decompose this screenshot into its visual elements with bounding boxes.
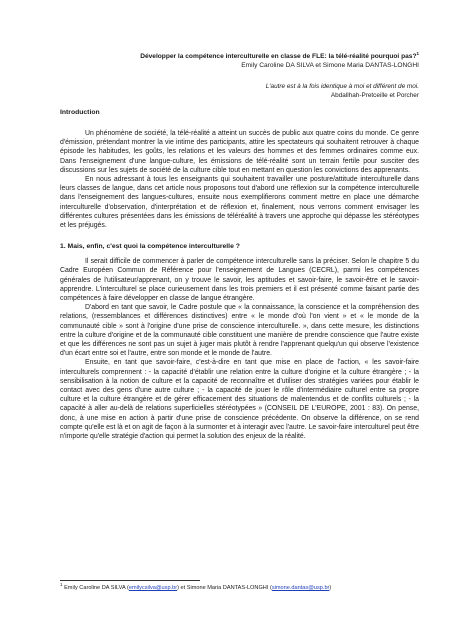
footnote-text-c: ) — [329, 585, 332, 591]
title-block — [60, 52, 419, 70]
section-heading-introduction: Introduction — [60, 109, 100, 116]
paragraph-2: En nous adressant à tous les enseignants qui souhaitent travailler une posture/attitude interculturelle dans leurs classes de langue, dans cet article nous proposons tout d'abord une réflexion sur la compétence interculturelle dans l'enseignement des langues-cultures, ensuite nous exemplifierons comment mettre en place une démarche interculturelle d'observation, d'interprétation et de réflexion et, finalement, nous verrons comment envisager les différentes cultures présentées dans les émissions de téléréalité à travers une approche qui dépasse les stéréotypes et les préjugés. — [60, 176, 419, 230]
epigraph-quote: L'autre est à la fois identique à moi et différent de moi. — [265, 83, 419, 90]
footnote-mark: 1 — [60, 582, 63, 588]
section-heading-1: 1. Mais, enfin, c'est quoi la compétence interculturelle ? — [60, 243, 240, 251]
title-footnote-mark: 1 — [416, 50, 419, 56]
footnote-email-link-a[interactable]: emilycsilva@usp.br — [128, 585, 178, 591]
article-authors: Emily Caroline DA SILVA et Simone Maria DANTAS-LONGHI — [241, 62, 419, 69]
epigraph-attribution: Abdallhah-Pretceille et Porcher — [330, 92, 419, 99]
paragraph-1: Un phénomène de société, la télé-réalité a atteint un succès de public aux quatre coins du monde. Ce genre d'émission, prétendant montrer la vie intime des participants, attire les spectateurs qui souhaitent retrouver à chaque épisode les habitudes, les goûts, les relations et les valeurs des hommes et des femmes ordinaires comme eux. Dans l'enseignement d'une langue-culture, les émissions de télé-réalité sont un terrain fertile pour susciter des discussions sur les sujets de société de la culture cible tout en mettant en question les convictions des apprenants. — [60, 130, 419, 174]
footnote-divider — [60, 580, 200, 581]
paragraph-5: Ensuite, en tant que savoir-faire, c'est-à-dire en tant que mise en place de l'action, « les savoir-faire interculturels comprennent : - la capacité d'établir une relation entre la culture d'origine et la culture étrangère ; - la sensibilisation à la notion de culture et la capacité de reconnaître et d'utiliser des stratégies variées pour établir le contact avec des gens d'une autre culture ; - la capacité de jouer le rôle d'intermédiaire culturel entre sa propre culture et la culture étrangère et de gérer efficacement des situations de malentendus et de conflits culturels ; - la capacité à aller au-delà de relations superficielles stéréotypées » (CONSEIL DE L'EUROPE, 2001 : 83). On pense, donc, à une mise en action à partir d'une prise de conscience précédente. On observe la différence, on se rend compte qu'elle est là et on agit de façon à la surmonter et à interagir avec l'autre. Le savoir-faire interculturel peut être n'importe qu'elle stratégie d'action qui permet la solution des enjeux de la réalité. — [60, 359, 419, 441]
paragraph-4: D'abord en tant que savoir, le Cadre postule que « la connaissance, la conscience et la compréhension des relations, (ressemblances et différences distinctives) entre « le monde d'où l'on vient » et « le monde de la communauté cible » sont à l'origine d'une prise de conscience interculturelle. », dans cette mesure, les distinctions entre la culture d'origine et de la communauté cible constituent une manière de prendre conscience que l'autre existe et que les différences ne sont pas un sujet à juger mais plutôt à rendre l'apprenant quelqu'un qui observe l'existence d'un écart entre soi et l'autre, entre son monde et le monde de l'autre. — [60, 304, 419, 358]
footnote-email-link-b[interactable]: simone.dantas@usp.br — [271, 585, 330, 591]
footnote-text-b: ) et Simone Maria DANTAS-LONGHI ( — [177, 585, 272, 591]
paragraph-3: Il serait difficile de commencer à parler de compétence interculturelle sans la préciser. Selon le chapitre 5 du Cadre Européen Commun de Référence pour l'enseignement de Langues (CECRL), parmi les compétences générales de l'utilisateur/apprenant, on y trouve le savoir, les aptitudes et savoir-faire, le savoir-être et le savoir-apprendre. L'interculturel se place curieusement dans les trois premiers et il est présenté comme faisant partie des compétences à faire développer en classe de langue étrangère. — [60, 258, 419, 303]
footnote-text-a: Emily Caroline DA SILVA ( — [64, 585, 129, 591]
footnote — [60, 582, 419, 592]
epigraph — [60, 82, 419, 100]
article-title: Développer la compétence interculturelle en classe de FLE: la télé-réalité pourquoi pas?$^1$ — [140, 50, 419, 60]
